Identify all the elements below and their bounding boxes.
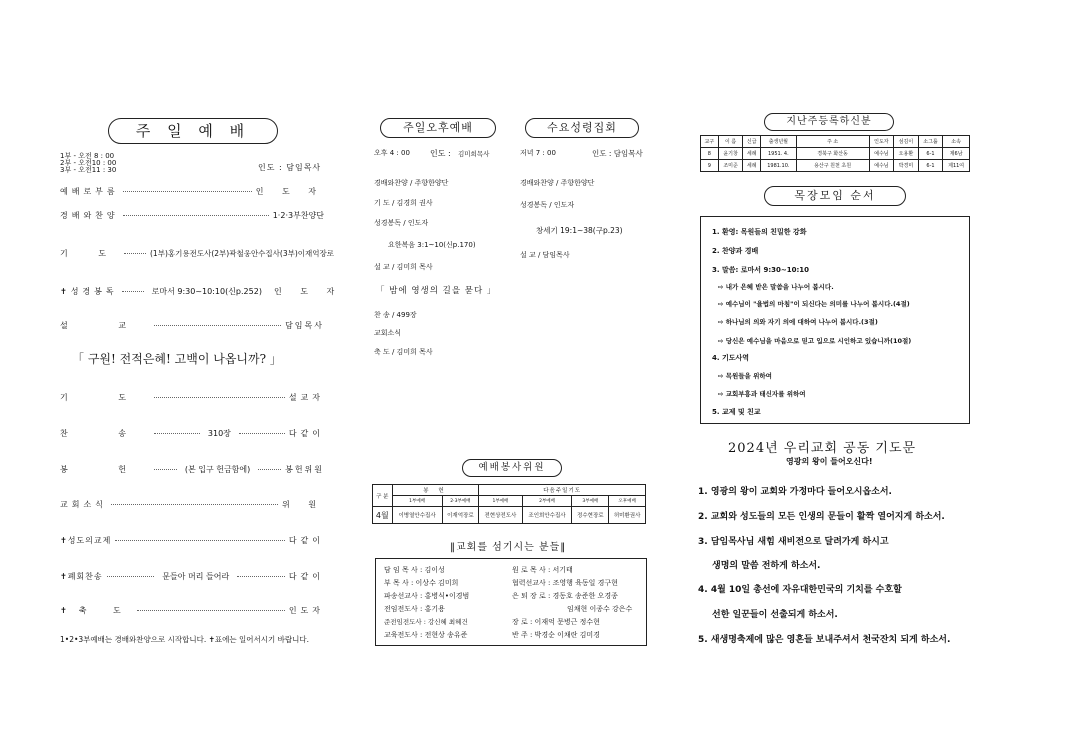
order-mid: (1부)홍기용전도사(2부)곽철웅안수집사(3부)이재억장로 <box>150 249 335 258</box>
order-right: 봉헌위원 <box>285 465 325 474</box>
sermon-title: 「 구원! 전적은혜! 고백이 나옵니까? 」 <box>72 352 282 366</box>
wednesday-time: 저녁 7 : 00 <box>520 149 556 157</box>
service-time-3: 3부 - 오전11 : 30 <box>60 166 117 174</box>
servant-line: 장 로 : 이재억 문병근 정수현 <box>512 618 600 626</box>
table-header: 소그룹 <box>918 136 943 148</box>
afternoon-line: 성경봉독 / 인도자 <box>374 219 429 227</box>
servant-line: 담 임 목 사 : 김이성 <box>384 566 445 574</box>
order-right: 다같이 <box>288 429 324 438</box>
order-mid: 로마서 9:30~10:10(신p.252) <box>148 286 266 297</box>
cell-line: ⇨ 예수님이 "율법의 마침"이 되신다는 의미를 나누어 봅시다.(4절) <box>718 300 910 308</box>
table-cell: 제11여 <box>943 160 970 172</box>
service-committee-table <box>372 484 646 524</box>
cell-line: ⇨ 당신은 예수님을 마음으로 믿고 입으로 시인하고 있습니까(10절) <box>718 337 912 345</box>
servant-line: 전임전도사 : 홍기용 <box>384 605 445 613</box>
order-right: 1·2·3부찬양단 <box>272 211 324 220</box>
wednesday-line: 창세기 19:1~38(구p.23) <box>536 226 623 235</box>
prayer-title: 2024년 우리교회 공동 기도문 <box>728 441 917 456</box>
main-service-title: 주 일 예 배 <box>108 118 278 144</box>
order-label: ✝축 도 <box>60 606 133 615</box>
table-header: 교구 <box>701 136 719 148</box>
order-label: ✝폐회찬송 <box>60 572 103 581</box>
cell-line: 2. 찬양과 경배 <box>712 247 759 255</box>
order-right: 인도자 <box>288 606 324 615</box>
cell-line: 1. 환영: 목원들의 친밀한 강화 <box>712 228 807 236</box>
order-row <box>60 428 324 439</box>
order-row <box>60 535 324 546</box>
newcomers-table <box>700 135 970 172</box>
table-cell: 6-1 <box>918 148 943 160</box>
wednesday-leader: 인도 : 담임목사 <box>592 149 643 158</box>
table-cell: 조미준 <box>718 160 743 172</box>
table-subheader: 2·3부예배 <box>442 496 479 507</box>
servant-line: 은 퇴 장 로 : 경동호 송준한 오경종 <box>512 592 618 600</box>
order-label: ✝성경봉독 <box>60 287 118 296</box>
table-header: 구 분 <box>373 485 393 507</box>
servant-line: 반 주 : 박경순 이채란 김미경 <box>512 631 600 639</box>
wednesday-line: 설 교 / 담임목사 <box>520 251 570 259</box>
prayer-subtitle: 영광의 왕이 들어오신다! <box>786 457 873 466</box>
table-header: 다음주일기도 <box>479 485 646 496</box>
cell-line: ⇨ 목원들을 위하여 <box>718 372 772 380</box>
order-row <box>60 320 324 331</box>
order-label: 봉 헌 <box>60 465 150 474</box>
order-right: 인 도 자 <box>255 187 324 196</box>
cell-line: 3. 말씀: 로마서 9:30~10:10 <box>712 266 810 274</box>
order-right: 인 도 자 <box>273 287 343 296</box>
prayer-line: 2. 교회와 성도들의 모든 인생의 문들이 활짝 열어지게 하소서. <box>698 512 945 522</box>
table-cell: 용산구 원천 초원 <box>796 160 869 172</box>
order-row <box>60 571 324 582</box>
table-subheader: 1부예배 <box>392 496 442 507</box>
table-cell: 1951. 4. <box>761 148 796 160</box>
cell-line: ⇨ 하나님의 의와 자기 의에 대하여 나누어 봅시다.(3절) <box>718 318 878 326</box>
afternoon-line: 기 도 / 김경희 권사 <box>374 199 433 207</box>
table-cell: 예수님 <box>869 160 894 172</box>
afternoon-line: 경배와찬양 / 주향한양단 <box>374 179 449 187</box>
order-right: 다같이 <box>288 536 324 545</box>
prayer-line: 5. 새생명축제에 많은 영혼들 보내주셔서 천국잔치 되게 하소서. <box>698 635 951 645</box>
service-committee-title: 예배봉사위원 <box>462 459 562 477</box>
table-subheader: 2부예배 <box>522 496 572 507</box>
table-header: 인도자 <box>869 136 894 148</box>
prayer-line: 선한 일꾼들이 선출되게 하소서. <box>712 610 838 620</box>
table-header: 출생년월 <box>761 136 796 148</box>
table-cell-month: 4월 <box>373 507 393 524</box>
table-cell: 세례 <box>743 148 761 160</box>
table-cell: 박경미 <box>894 160 919 172</box>
newcomers-title: 지난주등록하신분 <box>764 113 894 131</box>
servant-line: 준전임전도사 : 강신혜 최혜건 <box>384 618 468 626</box>
order-label: 경배와찬양 <box>60 211 119 220</box>
afternoon-line: 요한복음 3:1~10(신p.170) <box>388 241 476 249</box>
order-right: 담임목사 <box>285 321 324 330</box>
servants-title: ‖교회를 섬기시는 분들‖ <box>450 542 567 553</box>
table-cell: 이병열안수집사 <box>392 507 442 524</box>
table-subheader: 1부예배 <box>479 496 522 507</box>
table-cell: 허미환권사 <box>609 507 646 524</box>
cell-line: 4. 기도사역 <box>712 354 750 362</box>
table-subheader: 3부예배 <box>572 496 609 507</box>
servant-line: 파송선교사 : 홍병식•이경범 <box>384 592 470 600</box>
table-row <box>373 496 646 507</box>
table-row <box>701 136 970 148</box>
table-header: 소속 <box>943 136 970 148</box>
afternoon-leader-name: 김미희목사 <box>458 150 490 158</box>
table-row <box>373 485 646 496</box>
table-header: 이 름 <box>718 136 743 148</box>
order-row <box>60 248 335 259</box>
order-row <box>60 499 324 510</box>
table-header: 신급 <box>743 136 761 148</box>
service-time-1: 1부 - 오전 8 : 00 <box>60 152 115 160</box>
afternoon-line: 설 교 / 김미희 목사 <box>374 263 433 271</box>
table-cell: 6-1 <box>918 160 943 172</box>
cell-line: 5. 교제 및 친교 <box>712 408 761 416</box>
order-row <box>60 605 324 616</box>
order-right: 설교자 <box>288 393 324 402</box>
order-label: 기 도 <box>60 249 120 258</box>
order-right: 다같이 <box>288 572 325 581</box>
table-cell: 1981.10. <box>761 160 796 172</box>
table-cell: 9 <box>701 160 719 172</box>
table-header: 섬김이 <box>894 136 919 148</box>
table-cell: 정수현장로 <box>572 507 609 524</box>
order-label: 기 도 <box>60 393 150 402</box>
servant-line: 부 목 사 : 이상수 김미희 <box>384 579 459 587</box>
afternoon-leader: 인도 : <box>430 149 451 158</box>
wednesday-line: 성경봉독 / 인도자 <box>520 201 575 209</box>
table-cell: 이재억장로 <box>442 507 479 524</box>
afternoon-line: 찬 송 / 499장 <box>374 311 417 319</box>
table-row <box>373 507 646 524</box>
table-cell: 전현상전도사 <box>479 507 522 524</box>
prayer-line: 3. 담임목사님 새힘 새비전으로 달려가게 하시고 <box>698 537 889 547</box>
table-cell: 예수님 <box>869 148 894 160</box>
order-mid: 문들아 머리 들어라 <box>158 571 233 582</box>
order-row <box>60 464 324 475</box>
table-header: 봉 헌 <box>392 485 479 496</box>
table-cell: 오용환 <box>894 148 919 160</box>
afternoon-time: 오후 4 : 00 <box>374 149 410 157</box>
service-time-2: 2부 - 오전10 : 00 <box>60 159 117 167</box>
order-row <box>60 210 324 221</box>
order-row <box>60 186 324 197</box>
order-row <box>60 286 343 297</box>
table-cell: 세례 <box>743 160 761 172</box>
afternoon-sermon: 「 밤에 영생의 길을 묻다 」 <box>376 286 497 296</box>
order-right: 위 원 <box>282 500 324 509</box>
cell-line: ⇨ 내가 은혜 받은 말씀을 나누어 봅시다. <box>718 283 834 291</box>
table-cell: 8 <box>701 148 719 160</box>
table-header: 주 소 <box>796 136 869 148</box>
servant-line: 임채현 이종수 강은수 <box>567 605 633 613</box>
servant-line: 원 로 목 사 : 서기태 <box>512 566 573 574</box>
table-cell: 경북구 화산동 <box>796 148 869 160</box>
order-label: 교회소식 <box>60 500 107 509</box>
table-subheader: 오후예배 <box>609 496 646 507</box>
order-label: ✝성도의교제 <box>60 536 112 545</box>
afternoon-service-title: 주일오후예배 <box>380 118 496 138</box>
afternoon-line: 교회소식 <box>374 329 402 337</box>
order-row <box>60 392 324 403</box>
cell-meeting-title: 목장모임 순서 <box>764 186 906 206</box>
wednesday-line: 경배와찬양 / 주향한양단 <box>520 179 595 187</box>
order-label: 예배로부름 <box>60 187 119 196</box>
table-cell: 조인희안수집사 <box>522 507 572 524</box>
order-label: 설 교 <box>60 321 150 330</box>
order-mid: 310장 <box>204 428 235 439</box>
servant-line: 교육전도사 : 전현상 송유준 <box>384 631 468 639</box>
prayer-line: 생명의 말씀 전하게 하소서. <box>712 561 821 571</box>
servant-line: 협력선교사 : 조영행 육동일 경구현 <box>512 579 618 587</box>
table-cell: 윤기창 <box>718 148 743 160</box>
prayer-line: 1. 영광의 왕이 교회와 가정마다 들어오시옵소서. <box>698 487 892 497</box>
wednesday-service-title: 수요성령집회 <box>525 118 639 138</box>
afternoon-line: 축 도 / 김미희 목사 <box>374 348 433 356</box>
table-row <box>701 148 970 160</box>
order-mid: (본 입구 헌금함에) <box>181 464 254 475</box>
prayer-line: 4. 4월 10일 총선에 자유대한민국의 기치를 수호할 <box>698 585 902 595</box>
table-cell: 제6남 <box>943 148 970 160</box>
service-leader: 인도 : 담임목사 <box>258 163 322 172</box>
cell-line: ⇨ 교회부흥과 태신자를 위하여 <box>718 390 806 398</box>
footnote: 1•2•3부예배는 경배와찬양으로 시작합니다. ✝표에는 일어서시기 바랍니다. <box>60 635 309 644</box>
table-row <box>701 160 970 172</box>
order-label: 찬 송 <box>60 429 150 438</box>
